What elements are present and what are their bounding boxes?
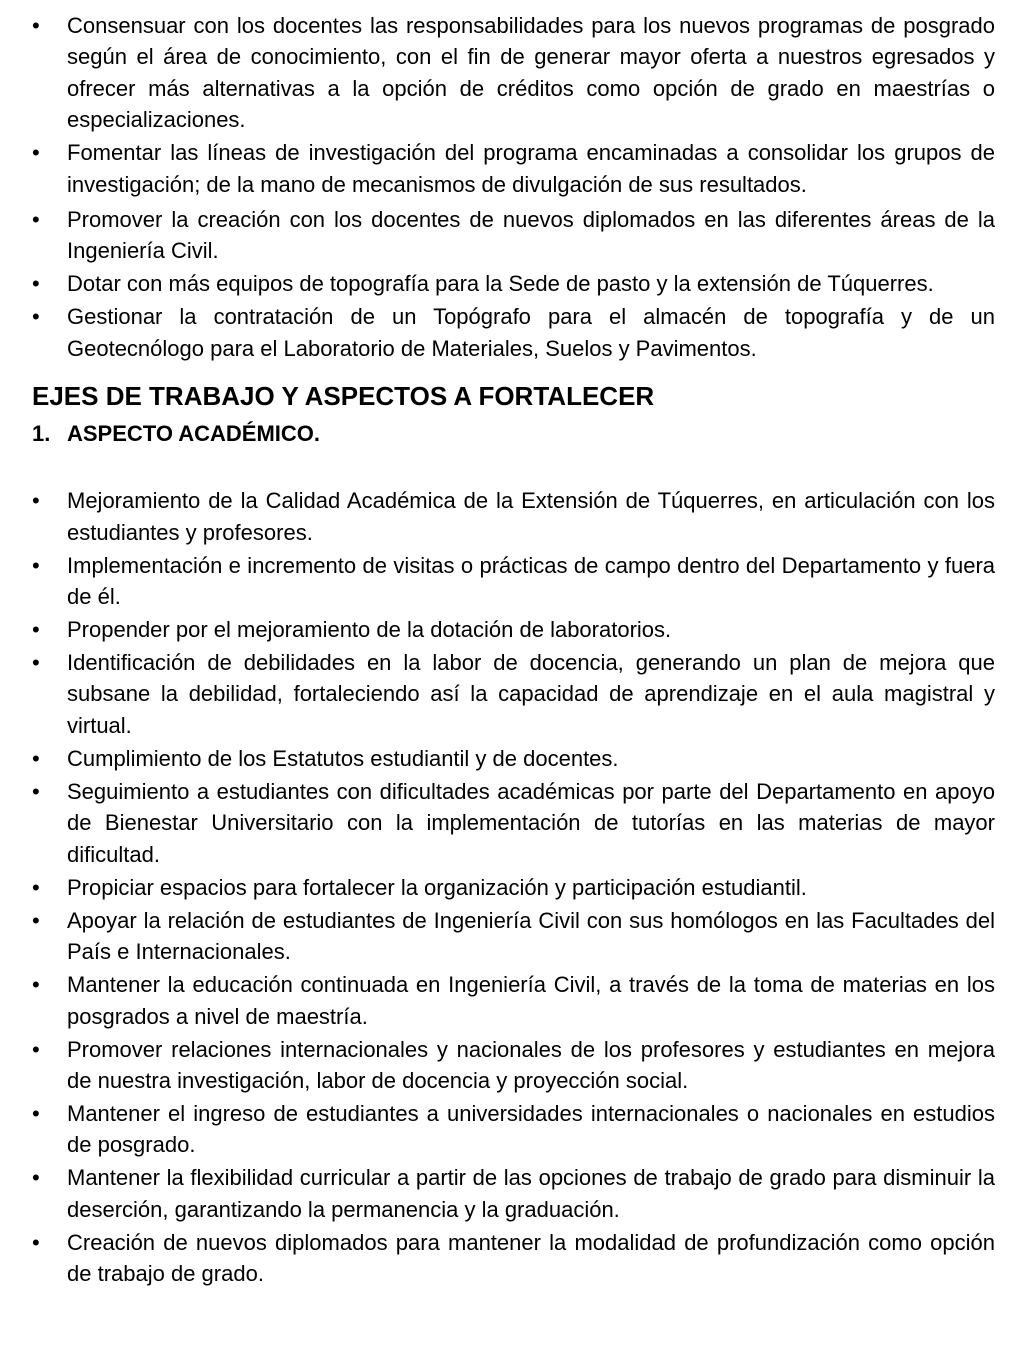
list-item [32,10,995,136]
bullet-icon: • [32,140,40,166]
bullet-icon: • [32,1036,40,1062]
list-item-text: Consensuar con los docentes las responsabilidades para los nuevos programas de posgrado según el área de conocimiento, con el fin de generar mayor oferta a nuestros egresados y ofrecer más alternativas a la opción de créditos como opción de grado en maestrías o especializaciones. [67,13,995,133]
bullet-icon: • [32,1100,40,1126]
bullet-icon: • [32,745,40,771]
list-item-text: Fomentar las líneas de investigación del programa encaminadas a consolidar los grupos de investigación; de la mano de mecanismos de divulgación de sus resultados. [67,140,995,197]
list-item-text: Cumplimiento de los Estatutos estudiantil y de docentes. [67,745,619,771]
list-item [32,1227,995,1290]
list-item [32,1098,995,1161]
list-item [32,550,995,613]
list-item-text: Dotar con más equipos de topografía para la Sede de pasto y la extensión de Túquerres. [67,271,934,297]
bullet-icon: • [32,778,40,804]
list-item [32,905,995,968]
bullet-icon: • [32,1229,40,1255]
list-item [32,614,995,645]
subsection-title-text: ASPECTO ACADÉMICO. [67,421,321,447]
bullet-icon: • [32,207,40,233]
list-item-text: Gestionar la contratación de un Topógrafo para el almacén de topografía y de un Geotecnólogo para el Laboratorio de Materiales, Suelos y Pavimentos. [67,304,995,361]
bullet-icon: • [32,552,40,578]
list-item [32,485,995,548]
list-item [32,776,995,870]
list-item [32,137,995,200]
list-item [32,743,995,774]
list-item [32,872,995,903]
subsection-title [32,417,995,451]
list-item [32,301,995,364]
list-item-text: Mantener la flexibilidad curricular a partir de las opciones de trabajo de grado para disminuir la deserción, garantizando la permanencia y la graduación. [67,1165,995,1222]
list-item-text: Identificación de debilidades en la labor de docencia, generando un plan de mejora que subsane la debilidad, fortaleciendo así la capacidad de aprendizaje en el aula magistral y virtual. [67,650,995,738]
list-item-text: Propiciar espacios para fortalecer la organización y participación estudiantil. [67,874,807,900]
list-item-text: Mantener la educación continuada en Ingeniería Civil, a través de la toma de materias en los posgrados a nivel de maestría. [67,972,995,1029]
list-item-text: Promover la creación con los docentes de nuevos diplomados en las diferentes áreas de la Ingeniería Civil. [67,207,995,264]
list-item-text: Mejoramiento de la Calidad Académica de la Extensión de Túquerres, en articulación con los estudiantes y profesores. [67,488,995,545]
list-item-text: Creación de nuevos diplomados para mantener la modalidad de profundización como opción de trabajo de grado. [67,1229,995,1287]
subsection-number: 1. [32,421,51,447]
document-page [32,10,995,1291]
academic-bullet-list [32,485,995,1289]
list-item-text: Seguimiento a estudiantes con dificultades académicas por parte del Departamento en apoyo de Bienestar Universitario con la implementación de tutorías en las materias de mayor dificultad. [67,778,995,867]
bullet-icon: • [32,488,40,514]
list-item-text: Implementación e incremento de visitas o prácticas de campo dentro del Departamento y fuera de él. [67,552,995,610]
list-item-text: Propender por el mejoramiento de la dotación de laboratorios. [67,617,672,643]
list-item-text: Apoyar la relación de estudiantes de Ingeniería Civil con sus homólogos en las Facultades del País e Internacionales. [67,907,995,965]
bullet-icon: • [32,13,40,38]
bullet-icon: • [32,874,40,900]
list-item [32,204,995,267]
list-item [32,647,995,741]
list-item-text: Mantener el ingreso de estudiantes a universidades internacionales o nacionales en estudios de posgrado. [67,1100,995,1158]
list-item [32,1034,995,1097]
bullet-icon: • [32,972,40,998]
section-title: EJES DE TRABAJO Y ASPECTOS A FORTALECER [32,381,655,412]
list-item-text: Promover relaciones internacionales y nacionales de los profesores y estudiantes en mejora de nuestra investigación, labor de docencia y proyección social. [67,1036,995,1093]
bullet-icon: • [32,304,40,330]
intro-bullet-list [32,10,995,364]
bullet-icon: • [32,617,40,643]
bullet-icon: • [32,907,40,933]
bullet-icon: • [32,650,40,676]
list-item [32,268,995,299]
list-item [32,1162,995,1225]
bullet-icon: • [32,271,40,297]
bullet-icon: • [32,1165,40,1191]
list-item [32,969,995,1032]
